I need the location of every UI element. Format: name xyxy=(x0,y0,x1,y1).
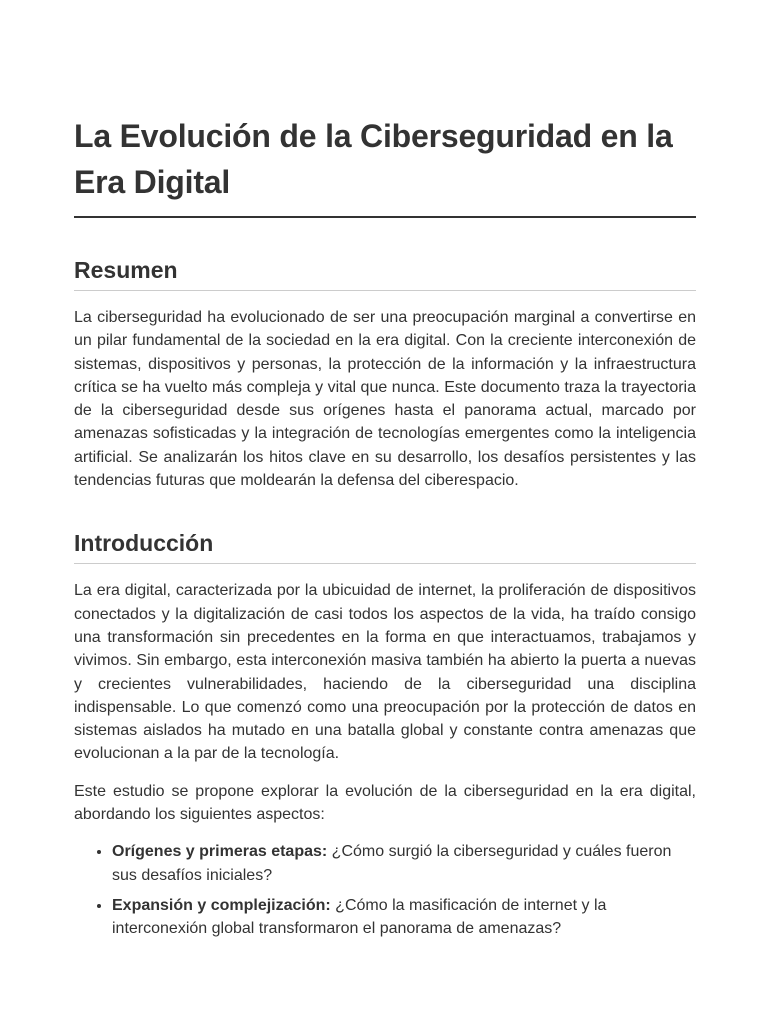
aims-list-text: ¿Cómo la masificación de internet y la interconexión global transformaron el panorama de amenazas? xyxy=(112,896,607,938)
aims-list xyxy=(74,840,696,940)
title-divider xyxy=(74,216,696,218)
introduction-divider xyxy=(74,563,696,564)
aims-list-term: Orígenes y primeras etapas: xyxy=(112,843,328,861)
aims-list-item xyxy=(112,894,696,941)
introduction-heading: Introducción xyxy=(74,530,214,557)
aims-list-term: Expansión y complejización: xyxy=(112,896,331,914)
summary-divider xyxy=(74,290,696,291)
aims-list-item xyxy=(112,840,696,887)
document-title: La Evolución de la Ciberseguridad en la Era Digital xyxy=(74,118,673,200)
aims-list-text: ¿Cómo surgió la ciberseguridad y cuáles fueron sus desafíos iniciales? xyxy=(112,843,672,884)
summary-heading: Resumen xyxy=(74,257,178,283)
summary-paragraph: La ciberseguridad ha evolucionado de ser una preocupación marginal a convertirse en un pilar fundamental de la sociedad en la era digital. Con la creciente interconexión de sistemas, dispositivos y personas, la protección de la información y la infraestructura crítica se ha vuelto más compleja y vital que nunca. Este documento traza la trayectoria de la ciberseguridad desde sus orígenes hasta el panorama actual, marcado por amenazas sofisticadas y la integración de tecnologías emergentes como la inteligencia artificial. Se analizarán los hitos clave en su desarrollo, los desafíos persistentes y las tendencias futuras que moldearán la defensa del ciberespacio. xyxy=(74,309,696,490)
introduction-paragraph: La era digital, caracterizada por la ubicuidad de internet, la proliferación de dispositivos conectados y la digitalización de casi todos los aspectos de la vida, ha traído consigo una transformación sin precedentes en la forma en que interactuamos, trabajamos y vivimos. Sin embargo, esta interconexión masiva también ha abierto la puerta a nuevas y crecientes vulnerabilidades, haciendo de la ciberseguridad una disciplina indispensable. Lo que comenzó como una preocupación por la protección de datos en sistemas aislados ha mutado en una batalla global y constante contra amenazas que evolucionan a la par de la tecnología. xyxy=(74,582,696,763)
document-page xyxy=(74,113,696,948)
aims-paragraph: Este estudio se propone explorar la evolución de la ciberseguridad en la era digital, abordando los siguientes aspectos: xyxy=(74,782,696,824)
